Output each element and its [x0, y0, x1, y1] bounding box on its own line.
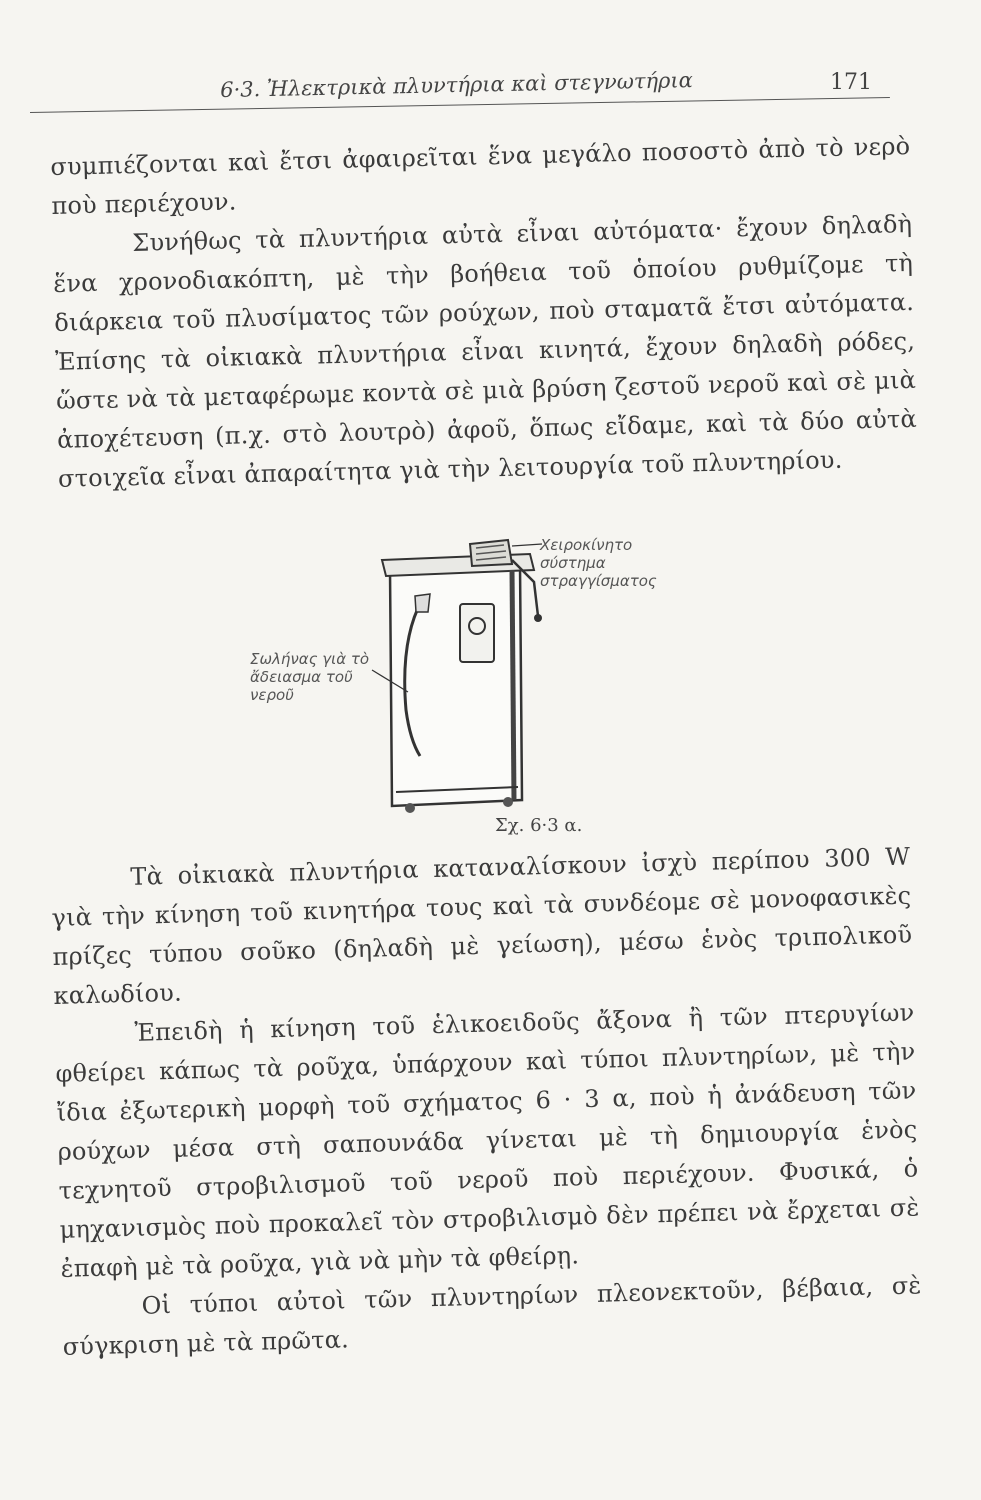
- leader-wringer: [512, 544, 542, 546]
- washing-machine-figure: [250, 520, 700, 850]
- wheel: [503, 797, 513, 807]
- label-hose: Σωλήνας γιὰ τὸ ἄδειασμα τοῦ νεροῦ: [250, 650, 370, 704]
- paragraph-4: Ἐπειδὴ ἡ κίνηση τοῦ ἑλικοειδοῦς ἄξονα ἢ τῶν πτερυγίων φθείρει κάπως τὰ ροῦχα, ὑπάρχουν καὶ τύποι πλυντηρίων, μὲ τὴν ἴδια ἐξωτερικὴ μορφὴ τοῦ σχήματος 6 · 3 α, ποὺ ἡ ἀνάδευση τῶν ρούχων μέσα στὴ σαπουνάδα γίνεται μὲ τὴ δημιουργία ἑνὸς τεχνητοῦ στροβιλισμοῦ τοῦ νεροῦ ποὺ περιέχουν. Φυσικά, ὁ μηχανισμὸς ποὺ προκαλεῖ τὸν στροβιλισμὸ δὲν πρέπει νὰ ἔρχεται σὲ ἐπαφὴ μὲ τὰ ροῦχα, γιὰ νὰ μὴν τὰ φθείρῃ.: [55, 998, 920, 1283]
- page-number: 171: [830, 70, 872, 95]
- figure-caption: Σχ. 6·3 α.: [495, 815, 583, 836]
- paragraph-2: Συνήθως τὰ πλυντήρια αὐτὰ εἶναι αὐτόματα· ἔχουν δηλαδὴ ἕνα χρονοδιακόπτη, μὲ τὴν βοήθεια τοῦ ὁποίου ρυθμίζομε τὴ διάρκεια τοῦ πλυσίματος τῶν ρούχων, ποὺ σταματᾶ ἔτσι αὐτόματα. Ἐπίσης τὰ οἰκιακὰ πλυντήρια εἶναι κινητά, ἔχουν δηλαδὴ ρόδες, ὥστε νὰ τὰ μεταφέρωμε κοντὰ σὲ μιὰ βρύση ζεστοῦ νεροῦ καὶ σὲ μιὰ ἀποχέτευση (π.χ. στὸ λουτρὸ) ἀφοῦ, ὅπως εἴδαμε, καὶ τὰ δύο αὐτὰ στοιχεῖα εἶναι ἀπαραίτητα γιὰ τὴν λειτουργία τοῦ πλυντηρίου.: [52, 209, 918, 493]
- label-wringer: Χειροκίνητο σύστημα στραγγίσματος: [540, 536, 657, 590]
- paragraph-1: συμπιέζονται καὶ ἔτσι ἀφαιρεῖται ἕνα μεγάλο ποσοστὸ ἀπὸ τὸ νερὸ ποὺ περιέχουν.: [50, 131, 911, 220]
- running-header: [150, 64, 890, 114]
- header-title: 6·3. Ἠλεκτρικὰ πλυντήρια καὶ στεγνωτήρια: [220, 68, 694, 102]
- text-block-top: [50, 127, 918, 499]
- paragraph-3: Τὰ οἰκιακὰ πλυντήρια καταναλίσκουν ἰσχὺ περίπου 300 W γιὰ τὴν κίνηση τοῦ κινητήρα τους καὶ τὰ συνδέομε σὲ μονοφασικὲς πρίζες τύπου σοῦκο (δηλαδὴ μὲ γείωση), μέσω ἑνὸς τριπολικοῦ καλωδίου.: [51, 842, 913, 1010]
- paragraph-5: Οἱ τύποι αὐτοὶ τῶν πλυντηρίων πλεονεκτοῦν, βέβαια, σὲ σύγκριση μὲ τὰ πρῶτα.: [62, 1271, 922, 1361]
- text-block-bottom: [50, 837, 923, 1366]
- wheel: [405, 803, 415, 813]
- cabinet-body: [390, 564, 522, 806]
